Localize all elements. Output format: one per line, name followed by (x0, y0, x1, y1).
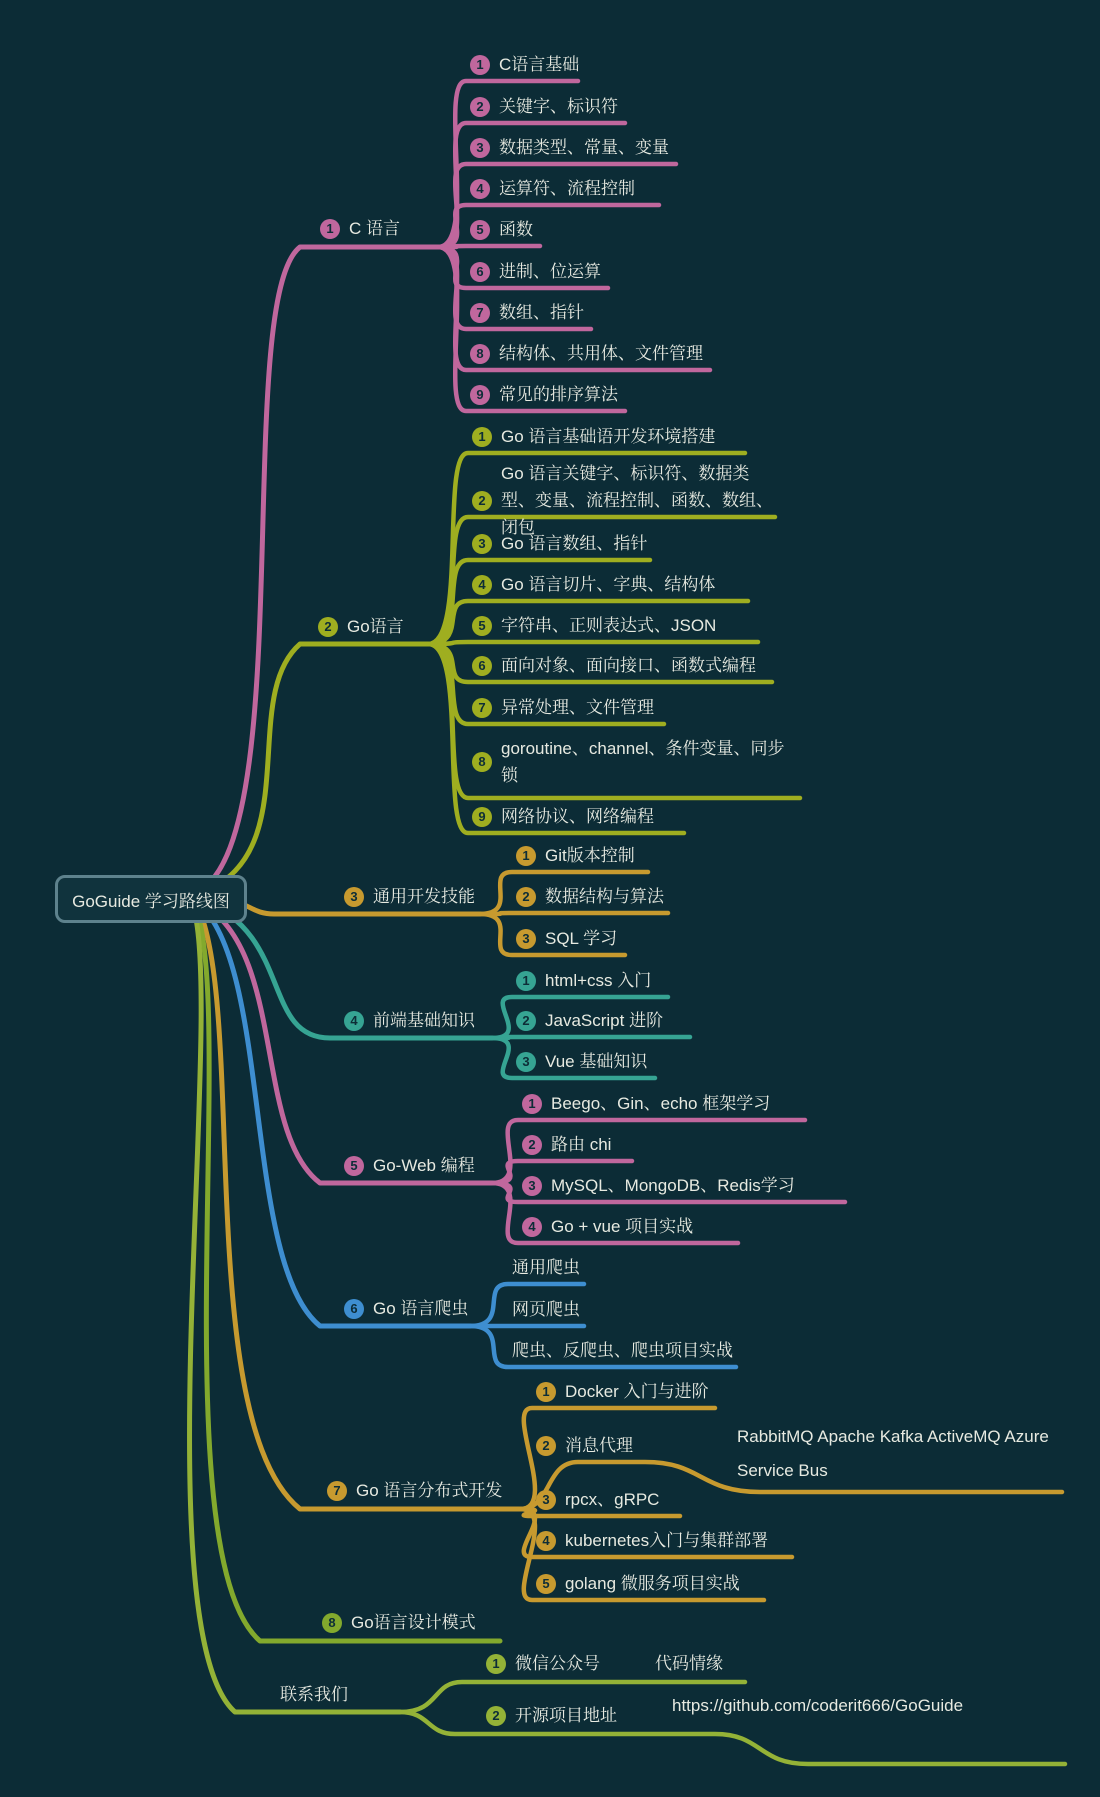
leaf-badge: 2 (536, 1436, 556, 1456)
leaf-badge: 5 (536, 1574, 556, 1594)
leaf-error-file-handling[interactable] (472, 697, 654, 719)
leaf-text: JavaScript 进阶 (545, 1011, 664, 1030)
note-wechat-name: 代码情缘 (655, 1654, 723, 1673)
leaf-text: 关键字、标识符 (499, 97, 618, 116)
leaf-text: 数据类型、常量、变量 (499, 138, 669, 157)
connector-path (198, 644, 428, 894)
leaf-sql[interactable] (516, 928, 617, 950)
leaf-anti-crawler-project[interactable] (512, 1340, 733, 1362)
leaf-go-vue-project[interactable] (522, 1216, 693, 1238)
leaf-text: 常见的排序算法 (499, 385, 618, 404)
leaf-badge: 4 (536, 1531, 556, 1551)
leaf-binary-bitops[interactable] (470, 261, 601, 283)
leaf-rpcx-grpc[interactable] (536, 1489, 659, 1511)
leaf-web-crawler[interactable] (512, 1299, 580, 1321)
leaf-text: 面向对象、面向接口、函数式编程 (501, 656, 756, 675)
branch-badge: 3 (344, 887, 364, 907)
leaf-databases[interactable] (522, 1175, 795, 1197)
leaf-microservices-project[interactable] (536, 1573, 740, 1595)
leaf-text: 路由 chi (551, 1135, 612, 1154)
leaf-badge: 1 (522, 1094, 542, 1114)
leaf-text: Vue 基础知识 (545, 1052, 648, 1071)
leaf-structs-unions-files[interactable] (470, 343, 703, 365)
branch-label: Go语言 (347, 617, 404, 636)
leaf-vue[interactable] (516, 1051, 647, 1073)
branch-c-language[interactable] (320, 218, 400, 240)
leaf-text: 异常处理、文件管理 (501, 698, 654, 717)
branch-contact-us[interactable] (280, 1684, 348, 1706)
leaf-text: 网络协议、网络编程 (501, 807, 654, 826)
leaf-text: 消息代理 (565, 1436, 633, 1455)
leaf-oop-interfaces-fp[interactable] (472, 655, 756, 677)
leaf-badge: 1 (486, 1654, 506, 1674)
branch-label: 联系我们 (280, 1685, 348, 1704)
leaf-c-basics[interactable] (470, 54, 579, 76)
branch-badge: 5 (344, 1156, 364, 1176)
leaf-text: SQL 学习 (545, 929, 618, 948)
leaf-text: Go 语言关键字、标识符、数据类型、变量、流程控制、函数、数组、闭包 (501, 464, 773, 537)
branch-badge: 8 (322, 1613, 342, 1633)
leaf-text: Beego、Gin、echo 框架学习 (551, 1094, 771, 1113)
leaf-text: golang 微服务项目实战 (565, 1574, 740, 1593)
leaf-web-frameworks[interactable] (522, 1093, 770, 1115)
leaf-text: kubernetes入门与集群部署 (565, 1531, 769, 1550)
leaf-badge: 3 (536, 1490, 556, 1510)
leaf-message-broker[interactable] (536, 1435, 633, 1457)
leaf-badge: 1 (536, 1382, 556, 1402)
leaf-text: Go 语言基础语开发环境搭建 (501, 427, 716, 446)
leaf-opensource-repo[interactable] (486, 1705, 617, 1727)
branch-go-distributed[interactable] (327, 1480, 502, 1502)
leaf-text: Go + vue 项目实战 (551, 1217, 694, 1236)
leaf-text: 结构体、共用体、文件管理 (499, 344, 703, 363)
leaf-text: goroutine、channel、条件变量、同步锁 (501, 739, 785, 785)
leaf-keywords-identifiers[interactable] (470, 96, 618, 118)
root-title: GoGuide 学习路线图 (72, 891, 230, 911)
leaf-wechat-account[interactable] (486, 1653, 600, 1675)
leaf-badge: 9 (472, 807, 492, 827)
branch-badge: 1 (320, 219, 340, 239)
leaf-router-chi[interactable] (522, 1134, 611, 1156)
connector-path (196, 247, 438, 892)
branch-label: C 语言 (349, 219, 400, 238)
leaf-general-crawler[interactable] (512, 1257, 580, 1279)
connector-path (480, 913, 668, 914)
leaf-badge: 1 (472, 427, 492, 447)
leaf-badge: 7 (470, 303, 490, 323)
leaf-go-slices-maps-structs[interactable] (472, 574, 715, 596)
leaf-badge: 2 (486, 1706, 506, 1726)
leaf-badge: 3 (516, 929, 536, 949)
branch-label: 通用开发技能 (373, 887, 475, 906)
leaf-strings-regex-json[interactable] (472, 615, 716, 637)
leaf-text: 网页爬虫 (512, 1300, 580, 1319)
leaf-badge: 5 (472, 616, 492, 636)
leaf-badge: 9 (470, 385, 490, 405)
leaf-badge: 4 (522, 1217, 542, 1237)
connector-path (197, 905, 520, 1509)
leaf-text: Go 语言切片、字典、结构体 (501, 575, 716, 594)
leaf-badge: 1 (470, 55, 490, 75)
leaf-go-language-core[interactable] (472, 460, 779, 541)
connector-path (438, 246, 540, 247)
branch-frontend-basics[interactable] (344, 1010, 475, 1032)
leaf-badge: 2 (516, 1011, 536, 1031)
leaf-text: 函数 (499, 220, 533, 239)
leaf-datatypes-constants[interactable] (470, 137, 669, 159)
leaf-badge: 3 (522, 1176, 542, 1196)
leaf-badge: 2 (470, 97, 490, 117)
leaf-go-env-setup[interactable] (472, 426, 715, 448)
branch-go-design-patterns[interactable] (322, 1612, 476, 1634)
leaf-badge: 8 (470, 344, 490, 364)
leaf-badge: 2 (516, 887, 536, 907)
branch-badge: 4 (344, 1011, 364, 1031)
branch-label: Go 语言分布式开发 (356, 1481, 503, 1500)
leaf-badge: 3 (472, 534, 492, 554)
leaf-badge: 3 (516, 1052, 536, 1072)
branch-go-language[interactable] (318, 616, 404, 638)
leaf-arrays-pointers[interactable] (470, 302, 584, 324)
leaf-html-css[interactable] (516, 970, 651, 992)
leaf-badge: 1 (516, 846, 536, 866)
leaf-badge: 7 (472, 698, 492, 718)
branch-go-web[interactable] (344, 1155, 475, 1177)
leaf-badge: 1 (516, 971, 536, 991)
leaf-go-arrays-pointers[interactable] (472, 533, 647, 555)
leaf-text: 运算符、流程控制 (499, 179, 635, 198)
leaf-text: 进制、位运算 (499, 262, 601, 281)
note-message-brokers: RabbitMQ Apache Kafka ActiveMQ Azure Service Bus (737, 1427, 1049, 1480)
leaf-text: html+css 入门 (545, 971, 652, 990)
branch-label: Go-Web 编程 (373, 1156, 475, 1175)
branch-badge: 2 (318, 617, 338, 637)
connector-path (201, 903, 492, 1183)
root-node[interactable] (55, 875, 247, 923)
leaf-badge: 4 (472, 575, 492, 595)
leaf-text: 开源项目地址 (515, 1706, 617, 1725)
leaf-text: 爬虫、反爬虫、爬虫项目实战 (512, 1341, 733, 1360)
branch-label: 前端基础知识 (373, 1011, 475, 1030)
leaf-badge: 4 (470, 179, 490, 199)
leaf-text: MySQL、MongoDB、Redis学习 (551, 1176, 795, 1195)
leaf-badge: 6 (472, 656, 492, 676)
leaf-text: Git版本控制 (545, 846, 635, 865)
leaf-functions[interactable] (470, 219, 533, 241)
connector-path (492, 1037, 690, 1038)
connector-path (428, 642, 758, 644)
branch-badge: 6 (344, 1299, 364, 1319)
leaf-badge: 2 (522, 1135, 542, 1155)
leaf-git[interactable] (516, 845, 635, 867)
branch-label: Go语言设计模式 (351, 1613, 476, 1632)
leaf-text: 通用爬虫 (512, 1258, 580, 1277)
leaf-text: 字符串、正则表达式、JSON (501, 616, 717, 635)
leaf-badge: 8 (472, 752, 492, 772)
leaf-badge: 2 (472, 491, 492, 511)
leaf-badge: 6 (470, 262, 490, 282)
leaf-network-programming[interactable] (472, 806, 654, 828)
leaf-text: C语言基础 (499, 55, 580, 74)
branch-badge: 7 (327, 1481, 347, 1501)
leaf-data-structures[interactable] (516, 886, 664, 908)
leaf-kubernetes[interactable] (536, 1530, 768, 1552)
leaf-operators-flow[interactable] (470, 178, 635, 200)
leaf-text: 微信公众号 (515, 1654, 600, 1673)
connector-path (199, 904, 470, 1326)
leaf-docker[interactable] (536, 1381, 709, 1403)
leaf-text: 数组、指针 (499, 303, 584, 322)
leaf-text: 数据结构与算法 (545, 887, 664, 906)
leaf-sorting-algorithms[interactable] (470, 384, 618, 406)
branch-go-crawler[interactable] (344, 1298, 468, 1320)
leaf-text: Go 语言数组、指针 (501, 534, 648, 553)
branch-label: Go 语言爬虫 (373, 1299, 469, 1318)
leaf-goroutine-channel[interactable] (472, 735, 801, 789)
leaf-text: rpcx、gRPC (565, 1490, 660, 1509)
leaf-badge: 5 (470, 220, 490, 240)
branch-general-dev-skills[interactable] (344, 886, 475, 908)
leaf-badge: 3 (470, 138, 490, 158)
leaf-text: Docker 入门与进阶 (565, 1382, 709, 1401)
note-repo-url: https://github.com/coderit666/GoGuide (672, 1696, 964, 1715)
leaf-javascript[interactable] (516, 1010, 663, 1032)
